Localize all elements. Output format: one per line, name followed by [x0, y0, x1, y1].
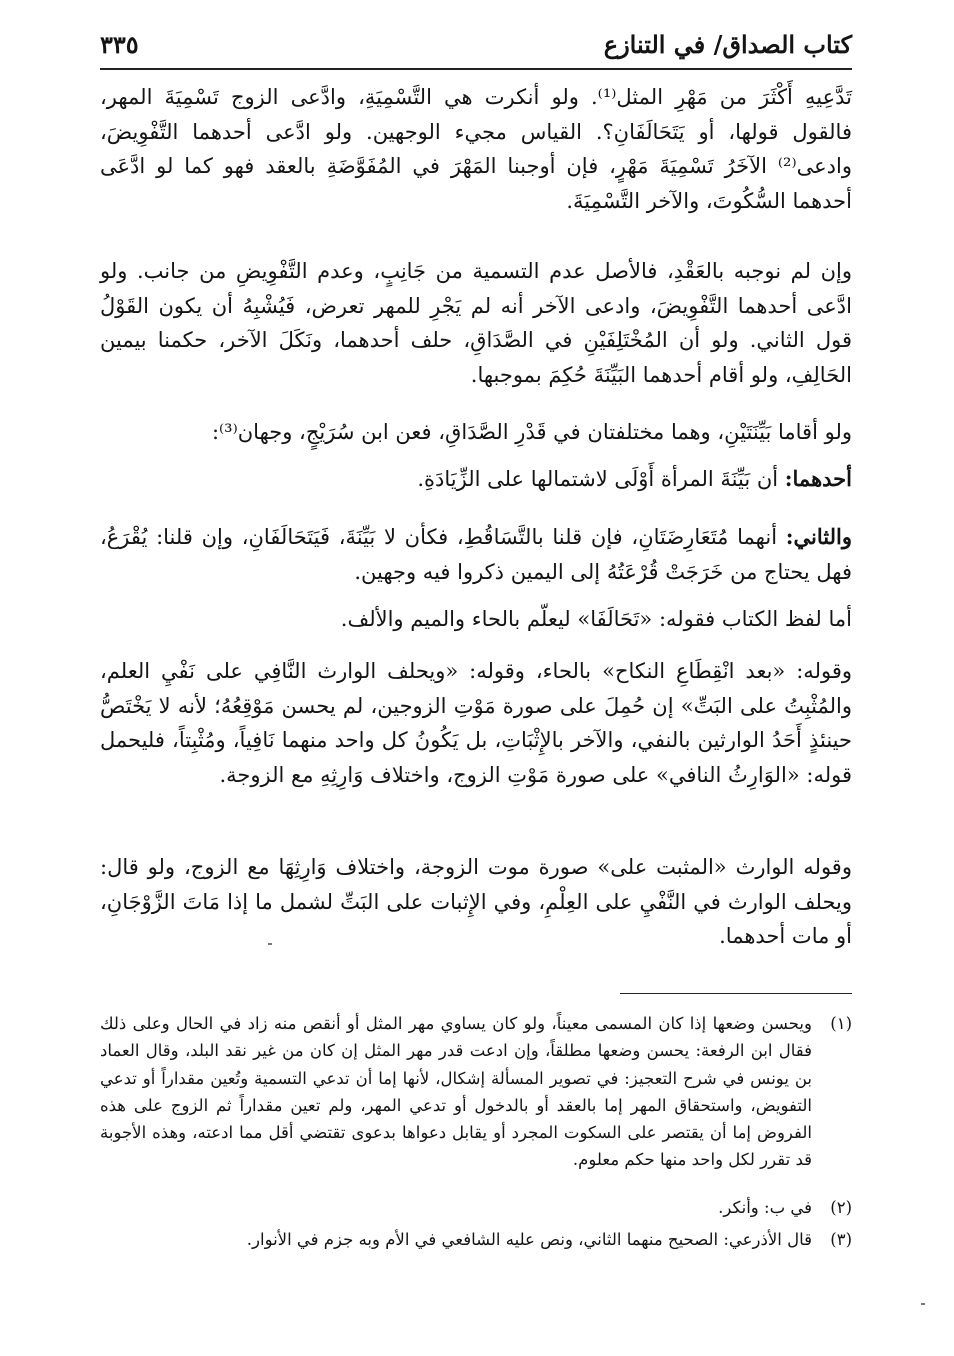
footnote-number: (١)	[830, 1014, 852, 1033]
paragraph: والثاني: أنهما مُتَعَارِضَتَانِ، فإن قلنا بالتَّسَاقُطِ، فكأن لا بَيِّنَةَ، فَيَتَحَالَفَانِ، وإن قلنا: يُقْرَعُ، فهل يحتاج من خَرَجَتْ قُرْعَتُهُ إلى اليمين ذكروا فيه وجهين.	[100, 524, 852, 584]
footnote-text: في ب: وأنكر.	[718, 1198, 812, 1217]
footnote-number: (٢)	[830, 1198, 852, 1217]
paragraph: أما لفظ الكتاب فقوله: «تَحَالَفَا» ليعلّم بالحاء والميم والألف.	[340, 607, 852, 631]
paragraph-label: أحدهما:	[784, 466, 852, 491]
paragraph: وإن لم نوجبه بالعَقْدِ، فالأصل عدم التسمية من جَانِبٍ، وعدم التَّفْوِيضِ من جانب. ولو ادَّعى أحدهما التَّفْوِيضَ، وادعى الآخر أنه لم يَجْرِ للمهر تعرض، فَيُشْبِهُ أن يكون القَوْلُ قول الثاني. ولو أن المُخْتَلِفَيْنِ في الصَّدَاقِ، حلف أحدهما، ونَكَلَ الآخر، حكمنا بيمين الحَالِفِ، ولو أقام أحدهما البَيِّنَةَ حُكِمَ بموجبها.	[100, 259, 852, 387]
header-rule	[100, 68, 852, 70]
page-header	[100, 28, 852, 68]
scan-speck	[268, 943, 272, 945]
footnote	[100, 1010, 852, 1174]
footnote-text: ويحسن وضعها إذا كان المسمى معيناً، ولو كان يساوي مهر المثل أو أنقص منه زاد في الحال وعلى ذلك فقال ابن الرفعة: يحسن وضعها مطلقاً، وإن ادعت قدر مهر المثل إن كان من غير نقد البلد، وقال العماد بن يونس في شرح التعجيز: في تصوير المسألة إشكال، لأنها إما أن تدعي التسمية وتُعين مقداراً أو تدعي التفويض، واستحقاق المهر إما بالعقد أو بالدخول أو تدعي المهر، ولم تعين مقداراً ثم الزوج على هذه الفروض إما أن يقتصر على السكوت المجرد أو يقابل دعواها بدعوى تقتضي أقل مما ادعته، وهذه الأجوبة قد تقرر لكل واحد منها حكم معلوم.	[100, 1014, 812, 1170]
paragraph: أحدهما: أن بَيِّنَةَ المرأة أَوْلَى لاشتمالها على الزِّيَادَةِ.	[417, 466, 852, 491]
paragraph-label: والثاني:	[785, 524, 852, 549]
paragraph: وقوله الوارث «المثبت على» صورة موت الزوجة، واختلاف وَارِثِهَا مع الزوج، ولو قال: ويحلف الوارث في النَّفْيِ على العِلْمِ، وفي الإِثبات على البَتِّ لشمل ما إذا مَاتَ الزَّوْجَانِ، أو مات أحدهما.	[100, 855, 852, 948]
footnote-rule	[620, 993, 852, 994]
footnote-number: (٣)	[830, 1230, 852, 1249]
page-number: ٣٣٥	[100, 30, 139, 59]
footnote-text: قال الأذرعي: الصحيح منهما الثاني، ونص عليه الشافعي في الأم وبه جزم في الأنوار.	[246, 1230, 812, 1249]
paragraph: تَدَّعِيهِ أَكْثَرَ من مَهْرِ المثل⁽¹⁾. ولو أنكرت هي التَّسْمِيَةِ، وادَّعى الزوج تَسْمِيَةَ المهر، فالقول قولها، أو يَتَحَالَفَانِ؟. القياس مجيء الوجهين. ولو ادَّعى أحدهما التَّفْوِيضَ، وادعى⁽²⁾ الآخَرُ تَسْمِيَةَ مَهْرٍ، فإن أوجبنا المَهْرَ في المُفَوَّضَةِ بالعقد فهو كما لو ادَّعَى أحدهما السُّكُوتَ، والآخر التَّسْمِيَةَ.	[100, 85, 852, 213]
paragraph: وقوله: «بعد انْقِطَاعِ النكاح» بالحاء، وقوله: «ويحلف الوارث النَّافِي على نَفْيِ العلم، والمُثْبِتُ على البَتِّ» إن حُمِلَ على صورة مَوْتِ الزوجين، لم يحسن مَوْقِعُهُ؛ لأنه لا يَخْتَصُّ حينئذٍ أَحَدُ الوارثين بالنفي، والآخر بالإِثْبَاتِ، بل يَكُونُ كل واحد منهما نَافِياً، ومُثْبِتاً، فليحمل قوله: «الوَارِثُ النافي» على صورة مَوْتِ الزوج، واختلاف وَارِثِهِ مع الزوجة.	[100, 659, 852, 787]
scan-speck	[921, 1303, 925, 1305]
footnote	[100, 1194, 852, 1221]
footnote	[100, 1226, 852, 1253]
running-title: كتاب الصداق/ في التنازع	[603, 30, 852, 59]
paragraph: ولو أقاما بَيِّنَتَيْنِ، وهما مختلفتان في قَدْرِ الصَّدَاقِ، فعن ابن سُرَيْجٍ، وجهان⁽³⁾:	[211, 420, 852, 444]
